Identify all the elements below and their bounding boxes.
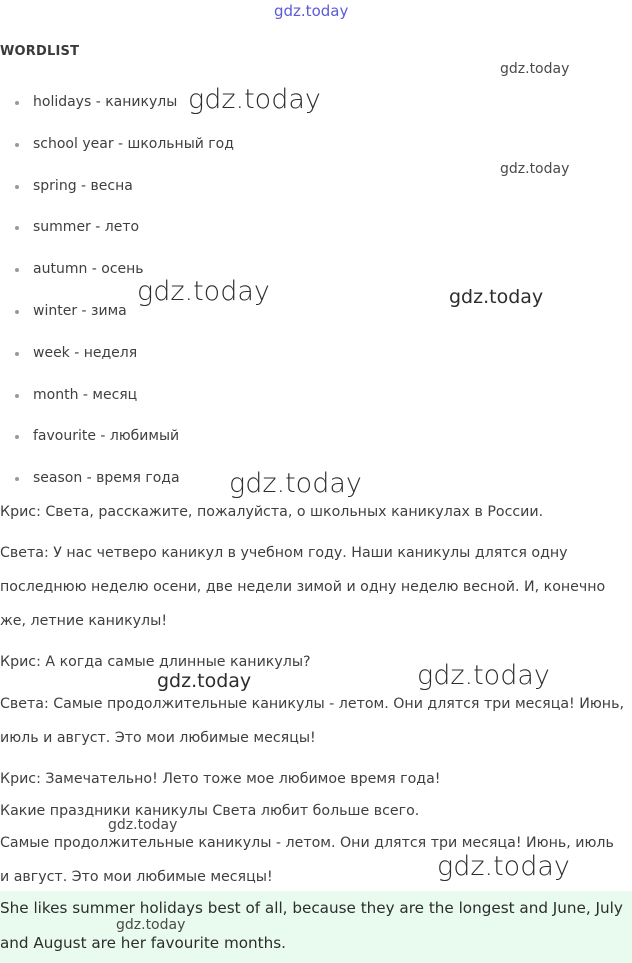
wordlist-item xyxy=(0,124,234,166)
watermark: gdz.today xyxy=(449,286,544,308)
dialog-line-chris-1: Крис: Света, расскажите, пожалуйста, о школьных каникулах в России. xyxy=(0,504,544,520)
watermark: gdz.today xyxy=(437,851,570,882)
answer-text: She likes summer holidays best of all, because they are the longest and June, July and August are her favourite months. xyxy=(0,899,623,952)
watermark: gdz.today xyxy=(116,917,186,933)
task-question: Какие праздники каникулы Света любит больше всего. xyxy=(0,803,420,819)
wordlist-item xyxy=(0,207,234,249)
wordlist-item xyxy=(0,166,234,208)
task-answer-ru: Самые продолжительные каникулы - летом. Они длятся три месяца! Июнь, июль и август. Это мои любимые месяцы! xyxy=(0,835,614,885)
bullet-icon xyxy=(15,268,19,272)
watermark: gdz.today xyxy=(500,161,570,177)
dialog-line-chris-3: Крис: Замечательно! Лето тоже мое любимое время года! xyxy=(0,771,441,787)
bullet-icon xyxy=(15,185,19,189)
wordlist-item-text: holidays - каникулы xyxy=(33,94,178,110)
wordlist-item xyxy=(0,375,234,417)
watermark: gdz.today xyxy=(108,817,178,833)
watermark: gdz.today xyxy=(188,84,321,115)
bullet-icon xyxy=(15,143,19,147)
wordlist-item-text: spring - весна xyxy=(33,177,133,194)
wordlist-item xyxy=(0,416,234,458)
wordlist-item xyxy=(0,333,234,375)
dialog-line-chris-2: Крис: А когда самые длинные каникулы? xyxy=(0,654,311,670)
bullet-icon xyxy=(15,394,19,398)
watermark: gdz.today xyxy=(157,670,252,692)
watermark: gdz.today xyxy=(229,468,362,499)
bullet-icon xyxy=(15,310,19,314)
wordlist-item-text: month - месяц xyxy=(33,386,138,403)
site-logo[interactable]: gdz.today xyxy=(274,2,349,20)
wordlist-item-text: summer - лето xyxy=(33,219,140,236)
wordlist-item-text: school year - школьный год xyxy=(33,135,234,152)
wordlist-item-text: season - время года xyxy=(33,470,180,487)
wordlist-item-text: favourite - любимый xyxy=(33,428,180,445)
watermark: gdz.today xyxy=(417,660,550,691)
wordlist-item-text: winter - зима xyxy=(33,302,127,319)
answer-block xyxy=(0,891,632,963)
wordlist-item xyxy=(0,249,234,291)
bullet-icon xyxy=(15,435,19,439)
wordlist-item-text: week - неделя xyxy=(33,344,138,361)
dialog-line-sveta-1: Света: У нас четверо каникул в учебном году. Наши каникулы длятся одну последнюю неделю осени, две недели зимой и одну неделю весной. И, конечно же, летние каникулы! xyxy=(0,545,606,629)
bullet-icon xyxy=(15,477,19,481)
wordlist xyxy=(0,82,234,500)
wordlist-item xyxy=(0,291,234,333)
wordlist-item xyxy=(0,82,234,124)
wordlist-item-text: autumn - осень xyxy=(33,261,144,278)
dialog-line-sveta-2: Света: Самые продолжительные каникулы - летом. Они длятся три месяца! Июнь, июль и август. Это мои любимые месяцы! xyxy=(0,696,624,746)
wordlist-title: WORDLIST xyxy=(0,44,80,59)
bullet-icon xyxy=(15,352,19,356)
bullet-icon xyxy=(15,226,19,230)
bullet-icon xyxy=(15,101,19,105)
wordlist-item xyxy=(0,458,234,500)
watermark: gdz.today xyxy=(500,61,570,77)
watermark: gdz.today xyxy=(137,276,270,307)
